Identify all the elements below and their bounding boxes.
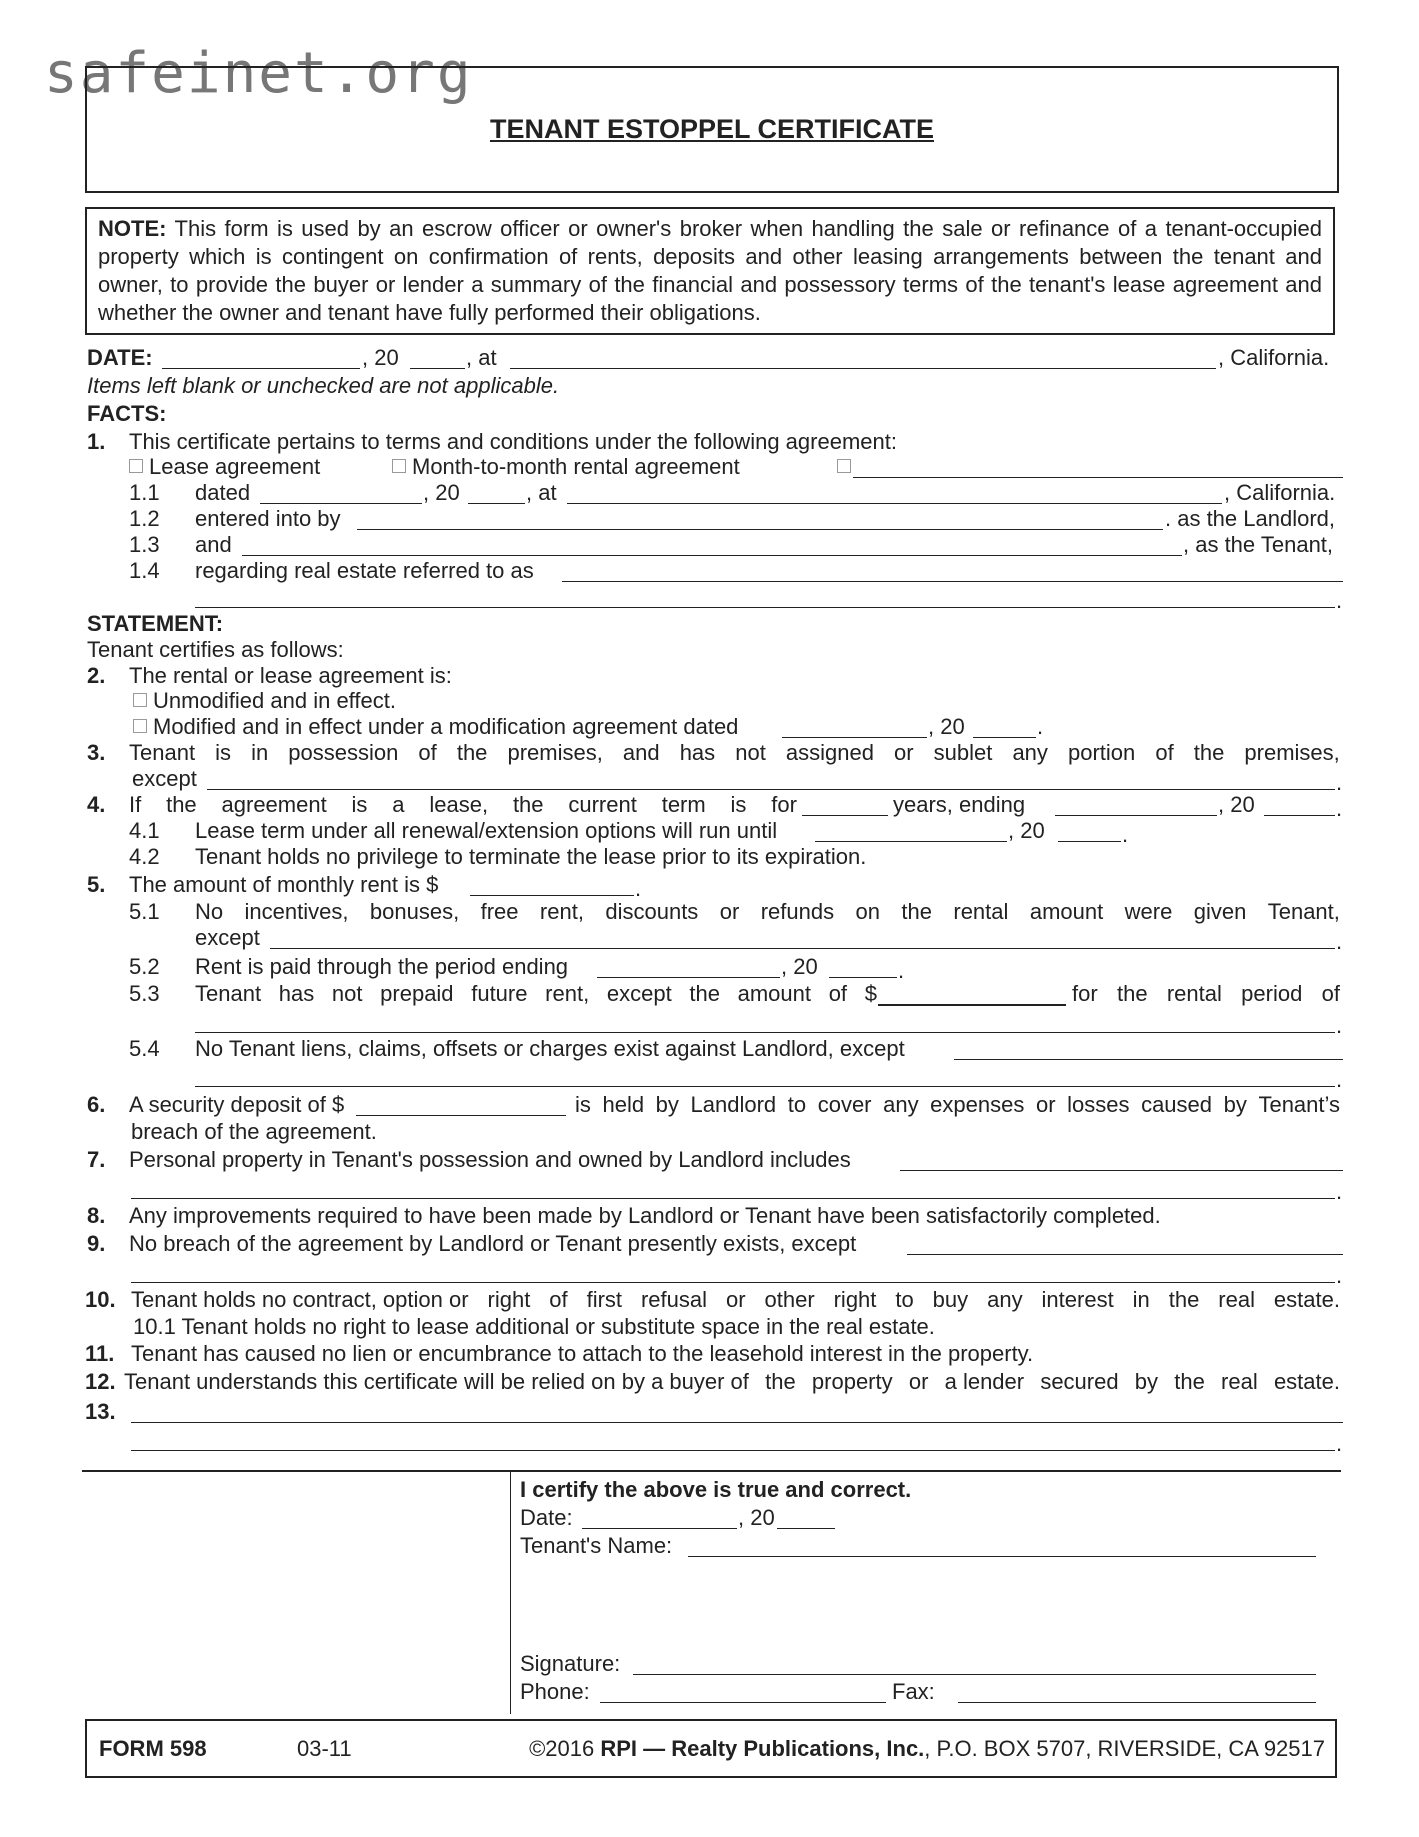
period-mark: . <box>1336 588 1343 613</box>
option-month-to-month[interactable]: Month-to-month rental agreement <box>392 454 740 480</box>
modification-year-label: , 20 <box>928 714 965 739</box>
item-12-text: Tenant understands this certificate will be relied on by a buyer of the property or a lender secured by the real estate. <box>124 1369 1340 1394</box>
sign-date-field[interactable] <box>582 1528 737 1529</box>
note-text: This form is used by an escrow officer or owner's broker when handling the sale or refinance of a tenant-occupied property which is contingent on confirmation of rents, deposits and other leasing arrangements between the tenant and owner, to provide the buyer or lender a summary of the financial and possessory terms of the tenant's lease agreement and whether the owner and tenant have fully performed their obligations. <box>98 216 1322 325</box>
item-1-3-tenant: , as the Tenant, <box>1183 532 1334 557</box>
item-6-text-b: is held by Landlord to cover any expenses or losses caused by Tenant’s <box>575 1092 1340 1117</box>
item-4-text: If the agreement is a lease, the current term is for <box>129 792 797 817</box>
item-13-field-2[interactable] <box>131 1450 1335 1451</box>
item-2-text: The rental or lease agreement is: <box>129 663 452 688</box>
checkbox-icon[interactable] <box>129 459 143 473</box>
item-1-2-text: entered into by <box>195 506 341 531</box>
renewal-year-field[interactable] <box>1058 841 1121 842</box>
item-5-text: The amount of monthly rent is $ <box>129 872 439 897</box>
item-4-2-text: Tenant holds no privilege to terminate the lease prior to its expiration. <box>195 844 867 869</box>
item-2-number: 2. <box>87 663 106 688</box>
period-mark: . <box>1122 822 1129 847</box>
fax-field[interactable] <box>958 1702 1316 1703</box>
item-5-2-text: Rent is paid through the period ending <box>195 954 569 979</box>
item-1-4-number: 1.4 <box>129 558 160 583</box>
copyright: ©2016 RPI — Realty Publications, Inc., P.O. BOX 5707, RIVERSIDE, CA 92517 <box>529 1736 1325 1761</box>
sign-year-field[interactable] <box>777 1528 835 1529</box>
prepaid-period-field[interactable] <box>195 1032 1335 1033</box>
item-7-number: 7. <box>87 1147 106 1172</box>
date-california: , California. <box>1218 345 1330 370</box>
term-ending-field[interactable] <box>1055 815 1217 816</box>
date-year-label: , 20 <box>362 345 399 370</box>
item-10-number: 10. <box>85 1287 116 1312</box>
option-unmodified[interactable]: Unmodified and in effect. <box>133 688 396 714</box>
item-4-years: years, ending <box>893 792 1026 817</box>
fax-label: Fax: <box>892 1679 935 1704</box>
signature-column-divider <box>510 1472 511 1714</box>
item-6-text-c: breach of the agreement. <box>131 1119 377 1144</box>
item-5-number: 5. <box>87 872 106 897</box>
item-6-text-a: A security deposit of $ <box>129 1092 345 1117</box>
item-9-text: No breach of the agreement by Landlord or Tenant presently exists, except <box>129 1231 857 1256</box>
item-4-number: 4. <box>87 792 106 817</box>
modification-date-field[interactable] <box>782 737 927 738</box>
period-mark: . <box>1336 796 1343 821</box>
form-number: FORM 598 <box>99 1736 207 1761</box>
agreement-year-field[interactable] <box>468 503 525 504</box>
item-1-1-dated: dated <box>195 480 251 505</box>
sign-date-label: Date: <box>520 1505 573 1530</box>
item-8-number: 8. <box>87 1203 106 1228</box>
tenant-name-field[interactable] <box>688 1556 1316 1557</box>
item-1-number: 1. <box>87 429 106 454</box>
item-9-number: 9. <box>87 1231 106 1256</box>
footer <box>85 1719 1337 1778</box>
item-3-number: 3. <box>87 740 106 765</box>
facts-heading: FACTS: <box>87 401 167 426</box>
watermark: safeinet.org <box>44 41 473 106</box>
item-4-1-number: 4.1 <box>129 818 160 843</box>
item-4-1-year: , 20 <box>1008 818 1045 843</box>
modification-year-field[interactable] <box>973 737 1036 738</box>
statement-heading: STATEMENT: <box>87 611 224 636</box>
item-5-3-text: Tenant has not prepaid future rent, except the amount of $ <box>195 981 877 1006</box>
real-estate-field-2[interactable] <box>195 607 1335 608</box>
item-13-field[interactable] <box>131 1422 1343 1423</box>
item-5-1-text: No incentives, bonuses, free rent, discounts or refunds on the rental amount were given Tenant, <box>195 899 1340 924</box>
item-1-3-number: 1.3 <box>129 532 160 557</box>
item-5-4-text: No Tenant liens, claims, offsets or charges exist against Landlord, except <box>195 1036 905 1061</box>
option-other-field[interactable] <box>853 477 1343 478</box>
personal-property-field[interactable] <box>900 1170 1343 1171</box>
item-1-2-number: 1.2 <box>129 506 160 531</box>
certify-statement: I certify the above is true and correct. <box>520 1477 912 1502</box>
sublet-exceptions-field[interactable] <box>207 789 1335 790</box>
period-mark: . <box>1336 1431 1343 1456</box>
item-5-1-except: except <box>195 925 260 950</box>
liens-exceptions-field-2[interactable] <box>195 1086 1335 1087</box>
option-lease-agreement[interactable]: Lease agreement <box>129 454 320 480</box>
personal-property-field-2[interactable] <box>131 1198 1335 1199</box>
date-field[interactable] <box>162 368 360 369</box>
form-revision: 03-11 <box>297 1736 352 1761</box>
checkbox-icon[interactable] <box>133 719 147 733</box>
item-3-text: Tenant is in possession of the premises, and has not assigned or sublet any portion of the premises, <box>129 740 1340 765</box>
date-at-label: , at <box>466 345 497 370</box>
date-location-field[interactable] <box>510 368 1216 369</box>
option-modified[interactable]: Modified and in effect under a modification agreement dated <box>133 714 738 740</box>
period-mark: . <box>1336 1067 1343 1092</box>
real-estate-field[interactable] <box>562 581 1343 582</box>
phone-label: Phone: <box>520 1679 590 1704</box>
incentives-exceptions-field[interactable] <box>270 948 1335 949</box>
publisher-name: RPI — Realty Publications, Inc. <box>600 1736 925 1761</box>
item-5-2-number: 5.2 <box>129 954 160 979</box>
signature-divider <box>82 1470 1341 1472</box>
title-box <box>85 66 1339 193</box>
signature-field[interactable] <box>633 1674 1316 1675</box>
tenant-name-label: Tenant's Name: <box>520 1533 673 1558</box>
item-1-1-california: , California. <box>1224 480 1336 505</box>
item-13-number: 13. <box>85 1399 116 1424</box>
item-4-1-text: Lease term under all renewal/extension options will run until <box>195 818 778 843</box>
signature-label: Signature: <box>520 1651 621 1676</box>
item-1-1-year: , 20 <box>423 480 460 505</box>
agreement-date-field[interactable] <box>260 503 422 504</box>
phone-field[interactable] <box>600 1702 886 1703</box>
item-3-except: except <box>132 766 197 791</box>
item-4-year: , 20 <box>1218 792 1255 817</box>
period-mark: . <box>1336 1179 1343 1204</box>
item-8-text: Any improvements required to have been made by Landlord or Tenant have been satisfactorily completed. <box>129 1203 1161 1228</box>
tenant-certifies: Tenant certifies as follows: <box>87 637 344 662</box>
monthly-rent-field[interactable] <box>470 895 634 896</box>
item-5-1-number: 5.1 <box>129 899 160 924</box>
period-mark: . <box>1336 1263 1343 1288</box>
checkbox-icon[interactable] <box>133 693 147 707</box>
prepaid-amount-field[interactable] <box>878 1004 1066 1006</box>
period-mark: . <box>898 958 905 983</box>
item-5-4-number: 5.4 <box>129 1036 160 1061</box>
period-mark: . <box>1336 1013 1343 1038</box>
item-5-3-period: for the rental period of <box>1072 981 1340 1006</box>
item-1-1-number: 1.1 <box>129 480 160 505</box>
rent-paid-through-field[interactable] <box>597 977 780 978</box>
tenant-field[interactable] <box>242 555 1182 556</box>
item-7-text: Personal property in Tenant's possession and owned by Landlord includes <box>129 1147 851 1172</box>
item-11-number: 11. <box>85 1341 115 1366</box>
item-1-text: This certificate pertains to terms and conditions under the following agreement: <box>129 429 897 454</box>
date-label: DATE: <box>87 345 153 370</box>
sign-year-label: , 20 <box>738 1505 775 1530</box>
form-title: TENANT ESTOPPEL CERTIFICATE <box>489 114 935 144</box>
renewal-until-field[interactable] <box>815 841 1007 842</box>
period-mark: . <box>1336 929 1343 954</box>
checkbox-icon[interactable] <box>392 459 406 473</box>
item-10-1-text: 10.1 Tenant holds no right to lease additional or substitute space in the real estate. <box>133 1314 935 1339</box>
agreement-location-field[interactable] <box>567 503 1222 504</box>
period-mark: . <box>1336 770 1343 795</box>
note-box <box>85 207 1335 335</box>
item-1-4-text: regarding real estate referred to as <box>195 558 534 583</box>
item-5-2-year: , 20 <box>781 954 818 979</box>
breach-exceptions-field[interactable] <box>907 1254 1343 1255</box>
liens-exceptions-field[interactable] <box>954 1059 1343 1060</box>
item-11-text: Tenant has caused no lien or encumbrance to attach to the leasehold interest in the property. <box>131 1341 1034 1366</box>
term-year-field[interactable] <box>1264 815 1335 816</box>
item-10-text: Tenant holds no contract, option or right of first refusal or other right to buy any interest in the real estate. <box>131 1287 1340 1312</box>
landlord-field[interactable] <box>357 529 1163 530</box>
date-year-field[interactable] <box>410 368 465 369</box>
note-label: NOTE: <box>98 216 167 241</box>
security-deposit-field[interactable] <box>356 1115 566 1116</box>
item-1-3-text: and <box>195 532 232 557</box>
item-5-3-number: 5.3 <box>129 981 160 1006</box>
period-mark: . <box>635 876 642 901</box>
term-years-field[interactable] <box>802 815 888 816</box>
item-1-1-at: , at <box>526 480 557 505</box>
period-mark: . <box>1037 714 1044 739</box>
item-1-2-landlord: . as the Landlord, <box>1165 506 1336 531</box>
breach-exceptions-field-2[interactable] <box>131 1282 1335 1283</box>
item-4-2-number: 4.2 <box>129 844 160 869</box>
item-12-number: 12. <box>85 1369 116 1394</box>
item-6-number: 6. <box>87 1092 106 1117</box>
rent-paid-year-field[interactable] <box>829 977 897 978</box>
checkbox-icon[interactable] <box>837 459 851 473</box>
blank-note: Items left blank or unchecked are not applicable. <box>87 373 560 398</box>
